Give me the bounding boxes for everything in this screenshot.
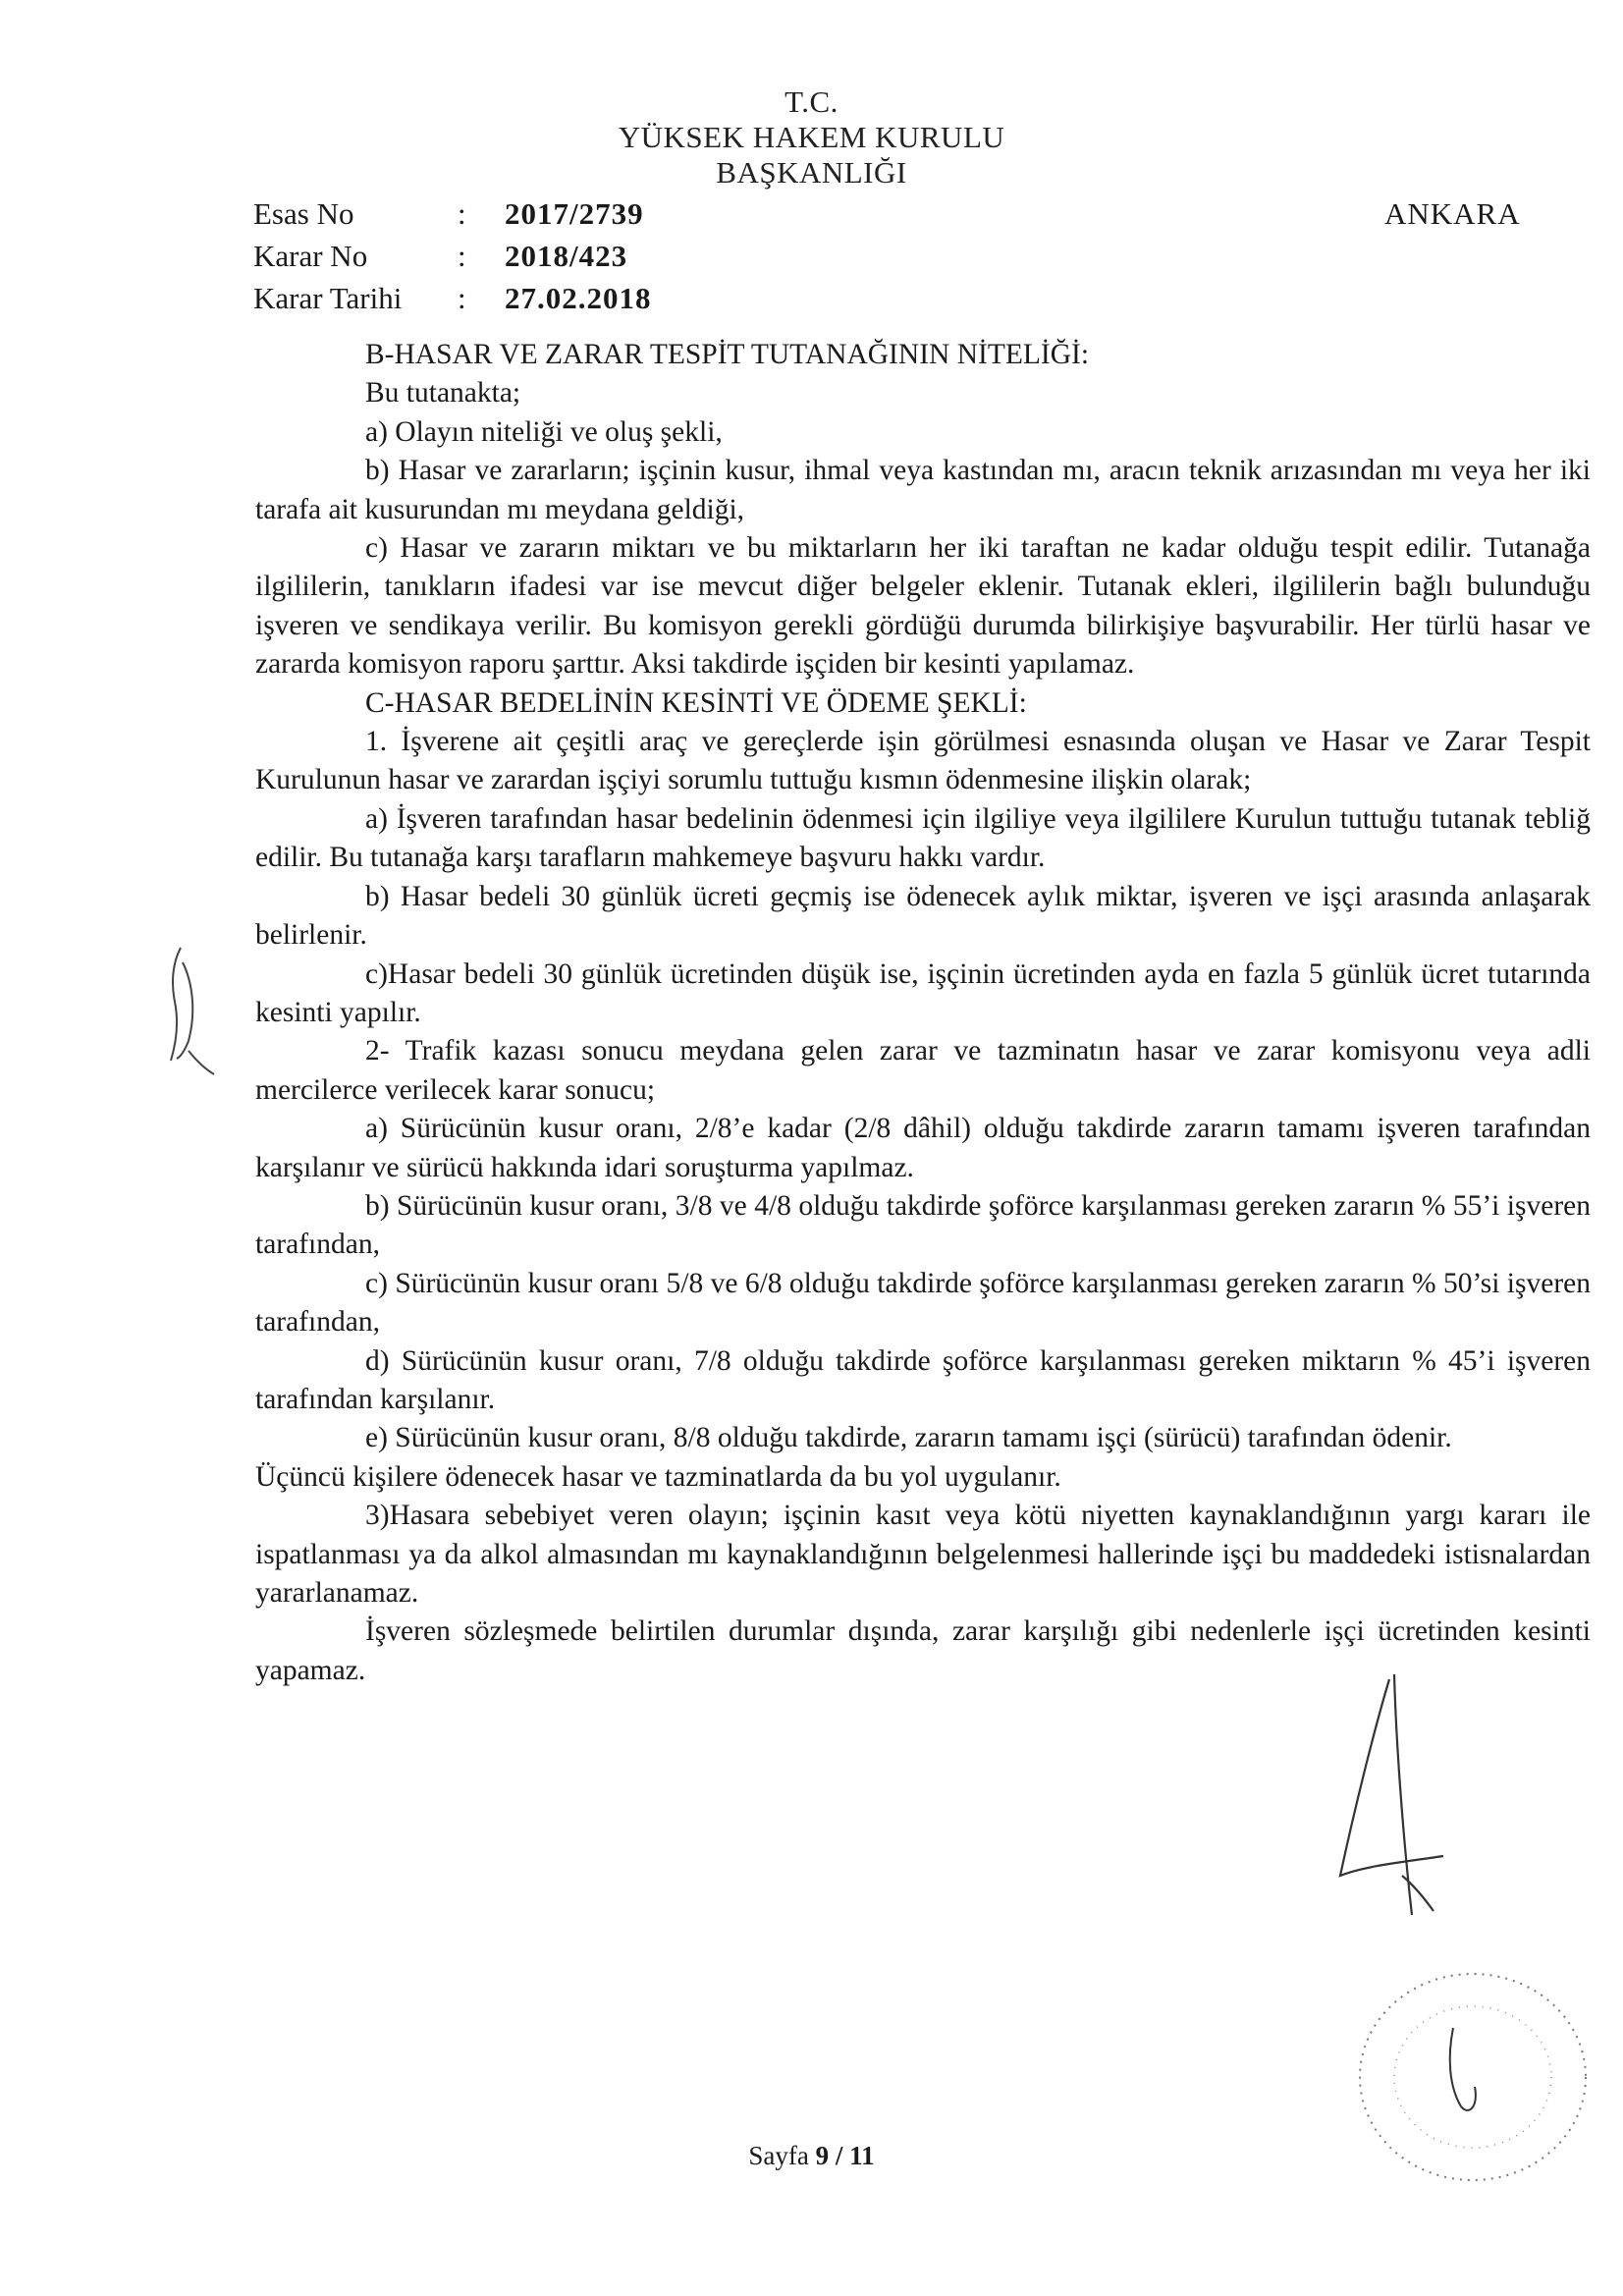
page-prefix: Sayfa — [748, 2141, 816, 2170]
paragraph: c) Sürücünün kusur oranı 5/8 ve 6/8 olduğu takdirde şoförce karşılanması gereken zararın % 50’si işveren tarafından, — [255, 1267, 1591, 1339]
page-footer — [0, 2141, 1623, 2171]
case-info-separator: : — [458, 196, 466, 231]
page-number: 9 / 11 — [815, 2141, 875, 2170]
paragraph: Üçüncü kişilere ödenecek hasar ve tazminatlarda da bu yol uygulanır. — [255, 1460, 1061, 1493]
case-info-separator: : — [458, 281, 466, 315]
header-tc: T.C. — [784, 84, 839, 119]
case-info-row — [253, 192, 652, 235]
case-info — [253, 192, 652, 319]
document-body — [255, 336, 1591, 1690]
case-info-value: 2017/2739 — [505, 196, 644, 231]
paragraph: 2- Trafik kazası sonucu meydana gelen zarar ve tazminatın hasar ve zarar komisyonu veya adli mercilerce verilecek karar sonucu; — [255, 1035, 1591, 1106]
signature-mark — [1296, 1669, 1473, 1925]
case-info-label: Karar No — [253, 239, 368, 273]
case-info-label: Esas No — [253, 196, 354, 231]
paragraph: e) Sürücünün kusur oranı, 8/8 olduğu takdirde, zararın tamamı işçi (sürücü) tarafından ödenir. — [365, 1422, 1452, 1454]
paragraph: c)Hasar bedeli 30 günlük ücretinden düşük ise, işçinin ücretinden ayda en fazla 5 günlük ücret tutarında kesinti yapılır. — [255, 957, 1591, 1028]
section-heading: C-HASAR BEDELİNİN KESİNTİ VE ÖDEME ŞEKLİ: — [365, 686, 1027, 719]
paragraph: b) Sürücünün kusur oranı, 3/8 ve 4/8 olduğu takdirde şoförce karşılanması gereken zararın % 55’i işveren tarafından, — [255, 1189, 1591, 1261]
paragraph: a) Olayın niteliği ve oluş şekli, — [365, 415, 723, 448]
header-presidency: BAŞKANLIĞI — [716, 155, 907, 190]
header-institution: YÜKSEK HAKEM KURULU — [618, 120, 1005, 154]
case-info-separator: : — [458, 239, 466, 273]
document-header — [0, 84, 1623, 191]
case-info-value: 2018/423 — [505, 239, 628, 273]
case-info-row — [253, 235, 652, 277]
paragraph: d) Sürücünün kusur oranı, 7/8 olduğu takdirde şoförce karşılanması gereken miktarın % 45’i işveren tarafından karşılanır. — [255, 1344, 1591, 1415]
paragraph: b) Hasar bedeli 30 günlük ücreti geçmiş ise ödenecek aylık miktar, işveren ve işçi arasında anlaşarak belirlenir. — [255, 880, 1591, 952]
case-info-value: 27.02.2018 — [505, 281, 652, 315]
paragraph: İşveren sözleşmede belirtilen durumlar dışında, zarar karşılığı gibi nedenlerle işçi ücretinden kesinti yapamaz. — [255, 1615, 1591, 1686]
paragraph: c) Hasar ve zararın miktarı ve bu miktarların her iki taraftan ne kadar olduğu tespit edilir. Tutanağa ilgililerin, tanıkların ifadesi var ise mevcut diğer belgeler eklenir. Tutanak ekleri, ilgililerin bağlı bulunduğu işveren ve sendikaya verilir. Bu komisyon gerekli gördüğü durumda bilirkişiye başvurabilir. Her türlü hasar ve zararda komisyon raporu şarttır. Aksi takdirde işçiden bir kesinti yapılamaz. — [255, 532, 1591, 681]
paraph-mark — [153, 943, 222, 1080]
paragraph: 3)Hasara sebebiyet veren olayın; işçinin kasıt veya kötü niyetten kaynaklandığının yargı kararı ile ispatlanması ya da alkol almasından mı kaynaklandığının belgelenmesi hallerinde işçi bu maddedeki istisnalardan yararlanamaz. — [255, 1500, 1591, 1609]
city-label: ANKARA — [1384, 196, 1521, 231]
paragraph: a) Sürücünün kusur oranı, 2/8’e kadar (2/8 dâhil) olduğu takdirde zararın tamamı işveren tarafından karşılanır ve sürücü hakkında idari soruşturma yapılmaz. — [255, 1113, 1591, 1183]
paragraph: b) Hasar ve zararların; işçinin kusur, ihmal veya kastından mı, aracın teknik arızasından mı veya her iki tarafa ait kusurundan mı meydana geldiği, — [255, 455, 1591, 525]
section-heading: B-HASAR VE ZARAR TESPİT TUTANAĞININ NİTELİĞİ: — [365, 339, 1090, 370]
paragraph: Bu tutanakta; — [365, 377, 521, 410]
paragraph: a) İşveren tarafından hasar bedelinin ödenmesi için ilgiliye veya ilgililere Kurulun tuttuğu tutanak tebliğ edilir. Bu tutanağa karşı tarafların mahkemeye başvuru hakkı vardır. — [255, 802, 1591, 874]
case-info-label: Karar Tarihi — [253, 281, 403, 315]
case-info-row — [253, 277, 652, 319]
paragraph: 1. İşverene ait çeşitli araç ve gereçlerde işin görülmesi esnasında oluşan ve Hasar ve Zarar Tespit Kurulunun hasar ve zarardan işçiyi sorumlu tuttuğu kısmın ödenmesine ilişkin olarak; — [255, 726, 1591, 796]
